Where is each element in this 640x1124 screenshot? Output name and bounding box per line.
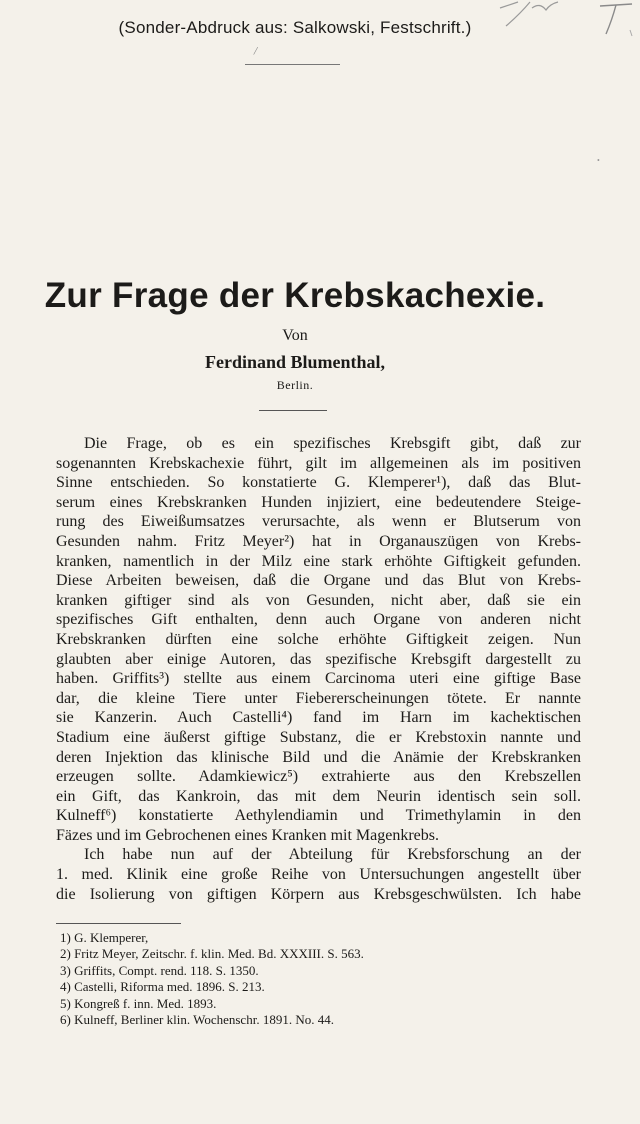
body-line: die Isolierung von giftigen Körpern aus Krebsgeschwülsten. Ich habe [56,885,581,903]
body-line: Krebskranken dürften eine solche erhöhte Giftigkeit zeigen. Nun [56,630,581,648]
footnote: 4) Castelli, Riforma med. 1896. S. 213. [60,979,265,995]
body-line: glaubten aber einige Autoren, das spezifische Krebsgift dargestellt zu [56,650,581,668]
footnote: 6) Kulneff, Berliner klin. Wochenschr. 1891. No. 44. [60,1011,334,1027]
title-separator-rule [259,410,327,411]
footnote: 1) G. Klemperer, [60,930,149,945]
body-line: kranken, namentlich in der Milz eine stark erhöhte Giftigkeit gefunden. [56,552,581,570]
slash-mark: / [252,43,259,58]
body-line: Stadium eine äußerst giftige Substanz, die er Krebstoxin nannte und [56,728,581,746]
author-city: Berlin. [276,378,314,392]
handwritten-marks [480,0,640,40]
body-line: kranken giftiger sind als von Gesunden, nicht aber, daß sie ein [56,591,581,609]
body-line: dar, die kleine Tiere unter Fiebererscheinungen tötete. Er nannte [56,689,581,707]
footnote: 5) Kongreß f. inn. Med. 1893. [60,995,217,1011]
body-line: sie Kanzerin. Auch Castelli⁴) fand im Harn im kachektischen [56,709,581,727]
body-line: Die Frage, ob es ein spezifisches Krebsgift gibt, daß zur [84,435,581,452]
body-line: haben. Griffits³) stellte aus einem Carcinoma uteri eine giftige Base [56,670,581,688]
body-line: Gesunden nahm. Fritz Meyer²) hat in Organauszügen von Krebs- [56,532,581,550]
body-line: rung des Eiweißumsatzes verursachte, als wenn er Blutserum von [56,513,581,531]
body-line: sogenannten Krebskachexie führt, gilt im allgemeinen als im positiven [56,454,581,472]
body-line: serum eines Krebskranken Hunden injiziert, eine bedeutendere Steige- [56,493,581,511]
body-line: 1. med. Klinik eine große Reihe von Untersuchungen angestellt über [56,866,581,884]
footnote: 2) Fritz Meyer, Zeitschr. f. klin. Med. Bd. XXXIII. S. 563. [60,946,364,962]
footnotes [60,930,540,1028]
reprint-note: (Sonder-Abdruck aus: Salkowski, Festschrift.) [118,18,472,37]
body-line: spezifisches Gift enthalten, denn auch Organe von anderen nicht [56,611,581,629]
article-title: Zur Frage der Krebskachexie. [44,276,546,315]
body-line: Kulneff⁶) konstatierte Aethylendiamin und Trimethylamin in den [56,807,581,825]
paper-speck: • [597,156,600,165]
footnote: 3) Griffits, Compt. rend. 118. S. 1350. [60,962,259,978]
body-line: deren Injektion das klinische Bild und die Anämie der Krebskranken [56,748,581,766]
body-line: Fäzes und im Gebrochenen eines Kranken mit Magenkrebs. [56,826,439,844]
footnote-rule [56,923,181,924]
body-line: erzeugen sollte. Adamkiewicz⁵) extrahierte aus den Krebszellen [56,768,581,786]
body-line: Sinne entschieden. So konstatierte G. Klemperer¹), daß das Blut- [56,474,581,492]
body-line: Diese Arbeiten beweisen, daß die Organe und das Blut von Krebs- [56,572,581,590]
author-name: Ferdinand Blumenthal, [204,352,386,372]
body-line: ein Gift, das Kankroin, das mit dem Neurin identisch sein soll. [56,787,581,805]
article-body [56,434,581,904]
byline-von: Von [282,327,308,344]
body-line: Ich habe nun auf der Abteilung für Krebsforschung an der [84,846,581,864]
header-rule [245,64,340,65]
